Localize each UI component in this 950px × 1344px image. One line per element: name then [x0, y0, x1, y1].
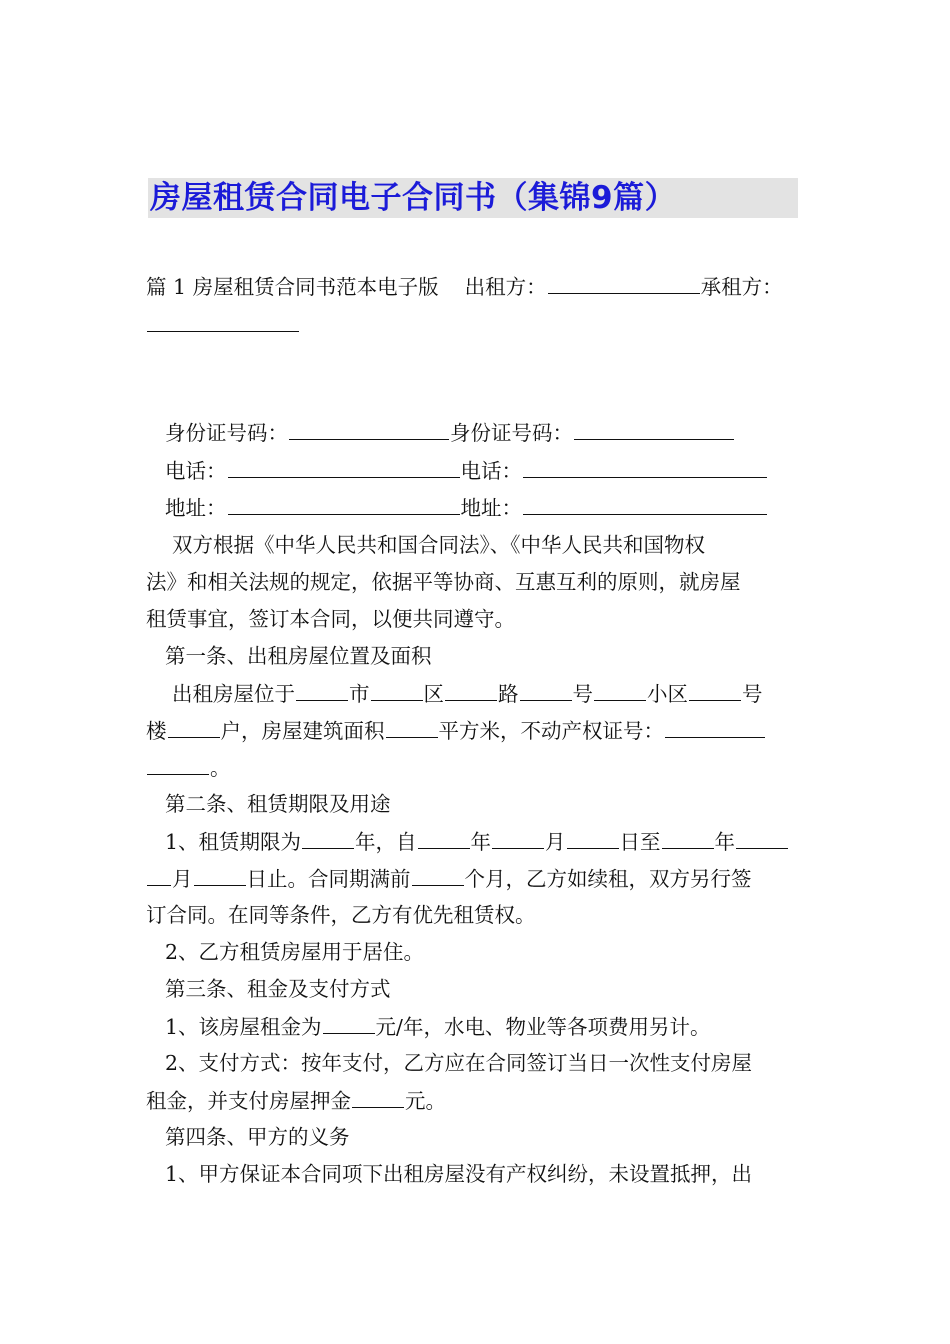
address-line: [165, 493, 768, 521]
article-heading: 第四条、甲方的义务: [165, 1125, 350, 1149]
text-run: 路: [498, 682, 519, 706]
text-run: 年: [714, 830, 736, 854]
address-label-lessor: 地址：: [165, 496, 227, 520]
lessee-blank: [147, 310, 299, 332]
phone-label-lessee: 电话：: [460, 459, 522, 483]
fill-blank: [371, 679, 423, 701]
fill-blank: [323, 1012, 375, 1034]
text-run: 市: [349, 682, 370, 706]
text-run: 楼: [146, 719, 167, 743]
title-highlight: [148, 178, 798, 218]
lessee-blank-line: [146, 310, 300, 338]
fill-blank: [147, 864, 171, 886]
text-run: 。: [210, 756, 231, 780]
preamble-line: 法》和相关法规的规定，依据平等协商、互惠互利的原则，就房屋: [146, 570, 741, 594]
id-blank-lessee: [574, 418, 734, 440]
fill-blank: [662, 827, 714, 849]
fill-blank: [665, 716, 765, 738]
paragraph-line: 2、乙方租赁房屋用于居住。: [165, 940, 425, 964]
text-run: 区: [423, 682, 444, 706]
article-heading: 第二条、租赁期限及用途: [165, 792, 391, 816]
fill-blank: [736, 827, 788, 849]
text-run: 号: [742, 682, 763, 706]
preamble-line: 租赁事宜，签订本合同，以便共同遵守。: [146, 607, 515, 631]
phone-blank-lessee: [523, 456, 767, 478]
paragraph-line: 2、支付方式：按年支付，乙方应在合同签订当日一次性支付房屋: [165, 1051, 753, 1075]
paragraph-line: [165, 827, 789, 855]
id-label-lessor: 身份证号码：: [165, 421, 288, 445]
id-blank-lessor: [289, 418, 449, 440]
lessor-blank: [548, 272, 700, 294]
fill-blank: [194, 864, 246, 886]
text-run: 户，房屋建筑面积: [220, 719, 385, 743]
part-label: 篇 1 房屋租赁合同书范本电子版: [146, 275, 439, 299]
fill-blank: [445, 679, 497, 701]
fill-blank: [352, 1086, 404, 1108]
text-run: 租金，并支付房屋押金: [146, 1089, 351, 1113]
paragraph-line: [146, 716, 766, 744]
fill-blank: [296, 679, 348, 701]
phone-blank-lessor: [228, 456, 460, 478]
paragraph-line: 1、甲方保证本合同项下出租房屋没有产权纠纷，未设置抵押，出: [165, 1162, 753, 1186]
paragraph-line: 订合同。在同等条件，乙方有优先租赁权。: [146, 903, 536, 927]
fill-blank: [147, 753, 209, 775]
fill-blank: [418, 827, 470, 849]
fill-blank: [412, 864, 464, 886]
text-run: 小区: [647, 682, 688, 706]
preamble-line: 双方根据《中华人民共和国合同法》、《中华人民共和国物权: [172, 533, 705, 557]
text-run: 元/年，水电、物业等各项费用另计。: [375, 1015, 711, 1039]
fill-blank: [689, 679, 741, 701]
article-heading: 第一条、出租房屋位置及面积: [165, 644, 432, 668]
phone-label-lessor: 电话：: [165, 459, 227, 483]
phone-line: [165, 456, 768, 484]
intro-line: [146, 272, 783, 300]
paragraph-line: [172, 679, 763, 707]
document-title: 房屋租赁合同电子合同书（集锦9篇）: [150, 180, 677, 216]
text-run: 号: [572, 682, 593, 706]
id-line: [165, 418, 735, 446]
lessor-label: 出租方：: [464, 275, 547, 299]
address-blank-lessee: [523, 493, 767, 515]
address-label-lessee: 地址：: [460, 496, 522, 520]
text-run: 平方米，不动产权证号：: [438, 719, 664, 743]
paragraph-line: [146, 753, 231, 781]
paragraph-line: [165, 1012, 710, 1040]
text-run: 年，自: [355, 830, 417, 854]
text-run: 元。: [405, 1089, 446, 1113]
fill-blank: [302, 827, 354, 849]
fill-blank: [492, 827, 544, 849]
fill-blank: [168, 716, 220, 738]
text-run: 年: [470, 830, 492, 854]
text-run: 日止。合同期满前: [246, 867, 411, 891]
fill-blank: [594, 679, 646, 701]
paragraph-line: [146, 1086, 446, 1114]
text-run: 1、该房屋租金为: [165, 1015, 322, 1039]
text-run: 日至: [619, 830, 661, 854]
text-run: 个月，乙方如续租，双方另行签: [464, 867, 752, 891]
lessee-label: 承租方：: [700, 275, 783, 299]
text-run: 出租房屋位于: [172, 682, 295, 706]
text-run: 月: [545, 830, 566, 854]
id-label-lessee: 身份证号码：: [450, 421, 573, 445]
text-run: 月: [172, 867, 193, 891]
address-blank-lessor: [228, 493, 460, 515]
fill-blank: [520, 679, 572, 701]
paragraph-line: [146, 864, 752, 892]
fill-blank: [386, 716, 438, 738]
fill-blank: [567, 827, 619, 849]
text-run: 1、租赁期限为: [165, 830, 302, 854]
article-heading: 第三条、租金及支付方式: [165, 977, 391, 1001]
